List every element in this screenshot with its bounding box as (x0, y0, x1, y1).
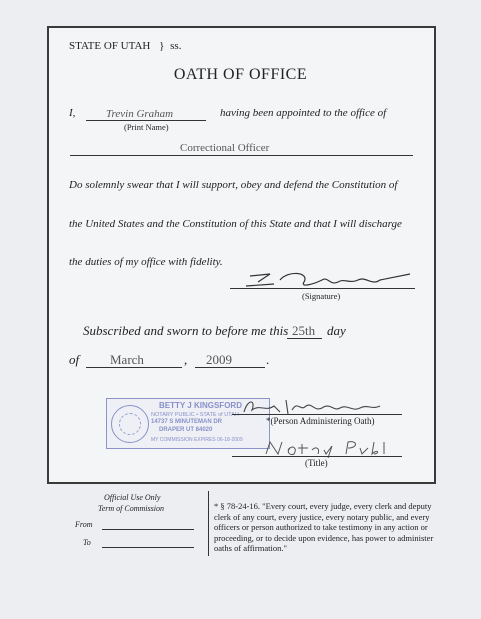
appointed-text: having been appointed to the office of (220, 107, 387, 119)
signature-caption: (Signature) (302, 291, 341, 301)
title-caption: (Title) (305, 458, 328, 468)
subscribed-text: Subscribed and sworn to before me this (83, 323, 289, 338)
document-title: OATH OF OFFICE (173, 66, 308, 83)
term-of-commission: Term of Commission (98, 504, 164, 513)
day-label: day (327, 323, 346, 338)
stamp-line-1: NOTARY PUBLIC • STATE of UTAH (151, 412, 239, 418)
statute-text: * § 78-24-16. "Every court, every judge, every clerk and deputy clerk of any court, every justice, every notary public, and every officers or person authorized to take testimony in any action or proceeding, or to decide upon evidence, has power to administer oaths of affirmation." (214, 501, 434, 553)
title-underline (232, 456, 402, 457)
administering-caption: *(Person Administering Oath) (266, 416, 375, 426)
oath-line-2: the United States and the Constitution of this State and that I will discharge (69, 218, 402, 230)
title-handwriting (262, 438, 392, 458)
oath-line-1: Do solemnly swear that I will support, obey and defend the Constitution of (69, 179, 398, 191)
stamp-line-3: DRAPER UT 84020 (159, 427, 213, 433)
office-value: Correctional Officer (180, 142, 270, 154)
official-use-heading: Official Use Only (104, 493, 161, 502)
stamp-name: BETTY J KINGSFORD (159, 401, 242, 410)
state-seal-icon (111, 405, 149, 443)
vertical-divider (208, 491, 209, 556)
ss-label: ss. (170, 40, 182, 52)
stamp-line-2: 14737 S MINUTEMAN DR (151, 419, 223, 425)
stamp-line-4: MY COMMISSION EXPIRES 06-18-2009 (151, 437, 243, 443)
of-label: of (69, 352, 80, 367)
to-label: To (83, 538, 91, 547)
office-underline (70, 155, 413, 156)
date-period: . (266, 352, 270, 367)
year-value: 2009 (206, 352, 232, 367)
signature-underline (230, 288, 415, 289)
print-name-value: Trevin Graham (106, 108, 174, 120)
oath-line-3: the duties of my office with fidelity. (69, 256, 223, 268)
from-field[interactable] (102, 529, 194, 530)
notary-signature (240, 396, 400, 416)
date-comma: , (184, 352, 188, 367)
prefix-i: I, (69, 107, 76, 119)
administering-underline (232, 414, 402, 415)
month-value: March (110, 352, 144, 367)
from-label: From (75, 520, 93, 529)
signature-scribble (240, 264, 420, 294)
state-header (69, 40, 181, 52)
to-field[interactable] (102, 547, 194, 548)
state-label: STATE OF UTAH (69, 40, 151, 52)
name-underline (86, 120, 206, 121)
day-value: 25th (292, 323, 316, 338)
print-name-caption: (Print Name) (124, 122, 169, 132)
brace: } (159, 40, 165, 52)
